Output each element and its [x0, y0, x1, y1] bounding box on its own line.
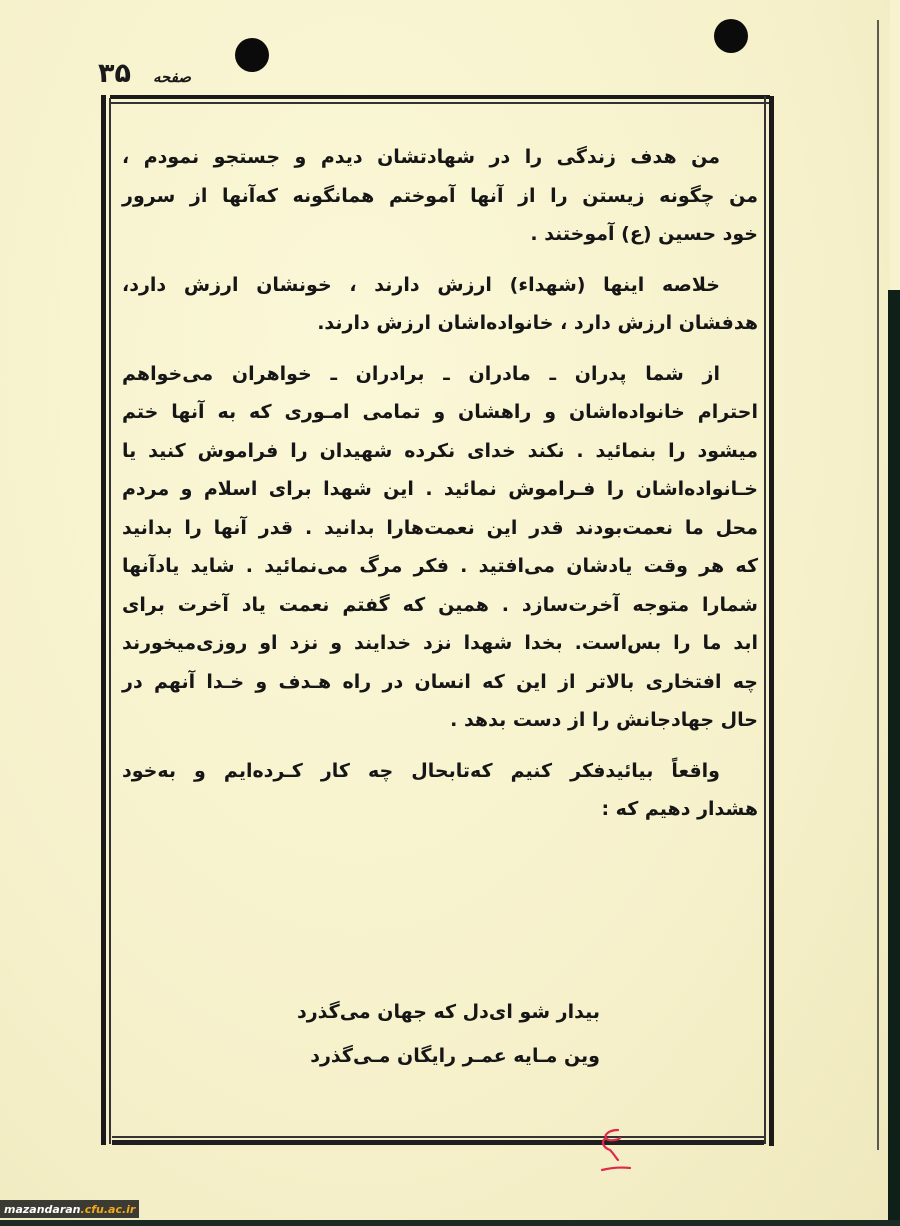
frame-border-bottom-inner: [112, 1136, 764, 1138]
frame-border-right: [769, 96, 774, 1146]
text-line: واقعاً بیائیدفکر کنیم که‌تابحال چه کار کـرده‌ایم و به‌خود: [122, 759, 720, 782]
poem-verse: بیدار شو ای‌دل که جهان می‌گذرد: [296, 1001, 600, 1023]
frame-border-left: [101, 95, 106, 1145]
text-line: خـانواده‌اشان را فـراموش نمائید . این شهدا برای اسلام و مردم: [122, 478, 758, 500]
poem-verse: وین مـایه عمـر رایگان مـی‌گذرد: [310, 1045, 600, 1067]
text-line: میشود را بنمائید . نکند خدای نکرده شهیدان را فراموش کنید یا: [122, 439, 758, 462]
text-line: احترام خانواده‌اشان و راهشان و تمامی امـوری که به آنها ختم: [122, 401, 758, 423]
text-line: من هدف زندگی را در شهادتشان دیدم و جستجو نمودم ،: [122, 146, 720, 168]
site-watermark: [0, 1200, 139, 1218]
punch-hole-icon: [714, 19, 748, 53]
watermark-part1: mazandaran: [4, 1202, 81, 1216]
page-header: [98, 58, 191, 89]
text-line: هدفشان ارزش دارد ، خانواده‌اشان ارزش دارند.: [317, 312, 758, 334]
watermark-part2: .cfu.ac.ir: [80, 1202, 136, 1216]
scan-bottom-shadow: [0, 1220, 900, 1226]
scan-edge-shadow: [888, 290, 900, 1226]
punch-hole-icon: [235, 38, 269, 72]
page-label: صفحه: [152, 68, 192, 86]
text-line: از شما پدران ـ مادران ـ برادران ـ خواهران می‌خواهم: [122, 362, 720, 385]
frame-border-left-inner: [109, 98, 111, 1144]
frame-border-bottom: [112, 1140, 764, 1145]
frame-border-top: [110, 95, 770, 99]
text-line: چه افتخاری بالاتر از این که انسان در راه هـدف و خـدا آنهم در: [122, 670, 758, 693]
text-line: شمارا متوجه آخرت‌سازد . همین که گفتم نعمت یاد آخرت برای: [122, 593, 758, 616]
text-line: خود حسین (ع) آموختند .: [530, 223, 758, 245]
text-line: محل ما نعمت‌بودند قدر این نعمت‌هارا بدانید . قدر آنها را بدانید: [122, 516, 758, 539]
text-line: هشدار دهیم که :: [601, 798, 758, 820]
poem: [250, 990, 600, 1078]
text-line: من چگونه زیستن را از آنها آموختم همانگونه که‌آنها از سرور: [122, 184, 758, 207]
text-line: خلاصه اینها (شهداء) ارزش دارند ، خونشان ارزش دارد،: [122, 273, 720, 296]
body-text: [122, 138, 758, 829]
text-line: که هر وقت یادشان می‌افتید . فکر مرگ می‌نمائید . شاید یادآنها: [122, 555, 758, 577]
page-number: ۳۵: [98, 58, 131, 89]
text-line: ابد ما را بس‌است. بخدا شهدا نزد خدایند و نزد او روزی‌میخورند: [122, 632, 758, 654]
text-line: حال جهادجانش را از دست بدهد .: [450, 709, 758, 731]
frame-border-right-inner: [764, 96, 766, 1144]
handwritten-mark-icon: [596, 1124, 636, 1174]
page-edge-rule: [877, 20, 879, 1150]
frame-border-top-inner: [110, 102, 770, 104]
